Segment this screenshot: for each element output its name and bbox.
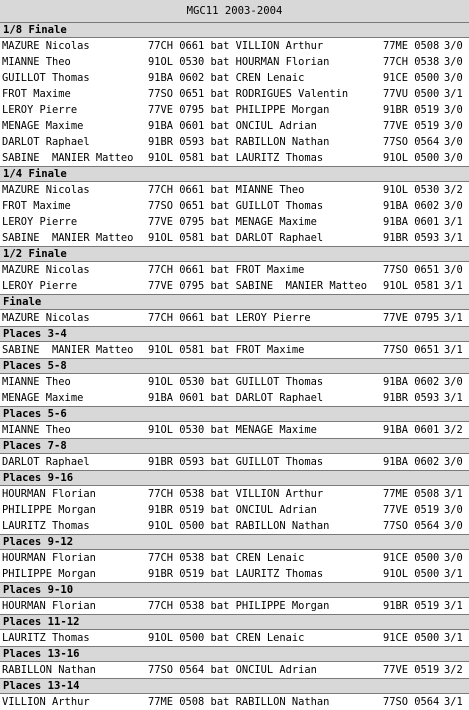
loser-code: 91BR 0593 (383, 392, 440, 404)
section-header (0, 614, 469, 630)
match-score: 3/0 (444, 72, 463, 84)
loser-code: 91BA 0601 (383, 424, 440, 436)
section-heading: Places 9-10 (3, 584, 74, 596)
section-header (0, 470, 469, 486)
match-row (0, 566, 469, 582)
loser-code: 77SO 0564 (383, 520, 440, 532)
section-heading: 1/4 Finale (3, 168, 67, 180)
section-heading: Places 13-16 (3, 648, 80, 660)
section-header (0, 358, 469, 374)
loser-code: 77VU 0500 (383, 88, 440, 100)
winner-name: DARLOT Raphael (2, 136, 90, 148)
match-row (0, 502, 469, 518)
section-header (0, 294, 469, 310)
section-header (0, 166, 469, 182)
section-header (0, 246, 469, 262)
winner-name: GUILLOT Thomas (2, 72, 90, 84)
match-row (0, 86, 469, 102)
match-detail: 77VE 0795 bat SABINE MANIER Matteo (148, 280, 367, 292)
match-detail: 91BA 0601 bat ONCIUL Adrian (148, 120, 317, 132)
loser-code: 77SO 0651 (383, 264, 440, 276)
section-heading: Places 7-8 (3, 440, 67, 452)
match-score: 3/0 (444, 200, 463, 212)
winner-name: SABINE MANIER Matteo (2, 232, 134, 244)
match-row (0, 150, 469, 166)
match-score: 3/2 (444, 664, 463, 676)
match-row (0, 198, 469, 214)
match-row (0, 518, 469, 534)
match-detail: 77CH 0661 bat VILLION Arthur (148, 40, 324, 52)
section-heading: Places 3-4 (3, 328, 67, 340)
match-row (0, 262, 469, 278)
match-detail: 91BR 0593 bat GUILLOT Thomas (148, 456, 324, 468)
loser-code: 91BA 0602 (383, 200, 440, 212)
winner-name: HOURMAN Florian (2, 488, 96, 500)
section-heading: Places 9-16 (3, 472, 74, 484)
winner-name: SABINE MANIER Matteo (2, 152, 134, 164)
match-detail: 91OL 0500 bat CREN Lenaic (148, 632, 305, 644)
loser-code: 77SO 0564 (383, 136, 440, 148)
section-heading: Places 9-12 (3, 536, 74, 548)
loser-code: 77VE 0519 (383, 120, 440, 132)
section-header (0, 22, 469, 38)
match-detail: 91OL 0581 bat DARLOT Raphael (148, 232, 324, 244)
match-score: 3/1 (444, 344, 463, 356)
match-score: 3/0 (444, 56, 463, 68)
loser-code: 77SO 0651 (383, 344, 440, 356)
match-detail: 77VE 0795 bat PHILIPPE Morgan (148, 104, 330, 116)
match-row (0, 662, 469, 678)
sheet-title (0, 0, 469, 23)
match-detail: 77VE 0795 bat MENAGE Maxime (148, 216, 317, 228)
match-detail: 91OL 0530 bat HOURMAN Florian (148, 56, 330, 68)
winner-name: MAZURE Nicolas (2, 264, 90, 276)
match-detail: 77CH 0661 bat LEROY Pierre (148, 312, 311, 324)
match-detail: 91BA 0602 bat CREN Lenaic (148, 72, 305, 84)
match-detail: 91BR 0519 bat ONCIUL Adrian (148, 504, 317, 516)
match-detail: 91BR 0519 bat LAURITZ Thomas (148, 568, 324, 580)
loser-code: 77SO 0564 (383, 696, 440, 708)
winner-name: VILLION Arthur (2, 696, 90, 708)
section-header (0, 646, 469, 662)
match-row (0, 278, 469, 294)
section-heading: Finale (3, 296, 42, 308)
loser-code: 91CE 0500 (383, 552, 440, 564)
match-score: 3/2 (444, 424, 463, 436)
match-detail: 91BA 0601 bat DARLOT Raphael (148, 392, 324, 404)
winner-name: MAZURE Nicolas (2, 312, 90, 324)
match-detail: 77ME 0508 bat RABILLON Nathan (148, 696, 330, 708)
match-detail: 77CH 0538 bat PHILIPPE Morgan (148, 600, 330, 612)
match-row (0, 118, 469, 134)
match-detail: 91OL 0500 bat RABILLON Nathan (148, 520, 330, 532)
loser-code: 91BA 0602 (383, 376, 440, 388)
match-row (0, 182, 469, 198)
match-score: 3/0 (444, 40, 463, 52)
match-row (0, 310, 469, 326)
winner-name: PHILIPPE Morgan (2, 504, 96, 516)
loser-code: 77ME 0508 (383, 40, 440, 52)
match-row (0, 486, 469, 502)
winner-name: FROT Maxime (2, 88, 71, 100)
match-score: 3/0 (444, 120, 463, 132)
match-row (0, 374, 469, 390)
loser-code: 91OL 0581 (383, 280, 440, 292)
match-row (0, 390, 469, 406)
match-row (0, 454, 469, 470)
loser-code: 77ME 0508 (383, 488, 440, 500)
section-heading: Places 5-8 (3, 360, 67, 372)
match-detail: 77CH 0661 bat FROT Maxime (148, 264, 305, 276)
winner-name: LEROY Pierre (2, 104, 78, 116)
match-score: 3/0 (444, 376, 463, 388)
match-row (0, 694, 469, 710)
match-row (0, 230, 469, 246)
winner-name: RABILLON Nathan (2, 664, 96, 676)
match-row (0, 54, 469, 70)
loser-code: 91BR 0593 (383, 232, 440, 244)
loser-code: 91CE 0500 (383, 632, 440, 644)
match-detail: 77CH 0538 bat CREN Lenaic (148, 552, 305, 564)
loser-code: 91OL 0530 (383, 184, 440, 196)
match-detail: 91OL 0581 bat LAURITZ Thomas (148, 152, 324, 164)
match-row (0, 342, 469, 358)
match-score: 3/0 (444, 456, 463, 468)
loser-code: 91BR 0519 (383, 600, 440, 612)
match-score: 3/1 (444, 488, 463, 500)
match-detail: 91OL 0530 bat GUILLOT Thomas (148, 376, 324, 388)
loser-code: 77CH 0538 (383, 56, 440, 68)
match-detail: 91BR 0593 bat RABILLON Nathan (148, 136, 330, 148)
match-score: 3/0 (444, 136, 463, 148)
loser-code: 91BA 0601 (383, 216, 440, 228)
winner-name: MAZURE Nicolas (2, 184, 90, 196)
section-heading: 1/8 Finale (3, 24, 67, 36)
match-row (0, 134, 469, 150)
match-score: 3/1 (444, 568, 463, 580)
match-score: 3/1 (444, 216, 463, 228)
match-score: 3/1 (444, 312, 463, 324)
match-detail: 77SO 0564 bat ONCIUL Adrian (148, 664, 317, 676)
match-score: 3/0 (444, 104, 463, 116)
match-detail: 77CH 0538 bat VILLION Arthur (148, 488, 324, 500)
match-row (0, 70, 469, 86)
section-heading: Places 11-12 (3, 616, 80, 628)
section-header (0, 406, 469, 422)
match-score: 3/1 (444, 88, 463, 100)
winner-name: DARLOT Raphael (2, 456, 90, 468)
match-detail: 77CH 0661 bat MIANNE Theo (148, 184, 305, 196)
loser-code: 77VE 0795 (383, 312, 440, 324)
winner-name: SABINE MANIER Matteo (2, 344, 134, 356)
match-score: 3/1 (444, 632, 463, 644)
match-row (0, 102, 469, 118)
winner-name: HOURMAN Florian (2, 552, 96, 564)
section-heading: 1/2 Finale (3, 248, 67, 260)
match-detail: 77SO 0651 bat RODRIGUES Valentin (148, 88, 349, 100)
winner-name: LAURITZ Thomas (2, 632, 90, 644)
match-row (0, 550, 469, 566)
match-detail: 91OL 0530 bat MENAGE Maxime (148, 424, 317, 436)
match-score: 3/1 (444, 280, 463, 292)
section-header (0, 326, 469, 342)
section-header (0, 534, 469, 550)
winner-name: FROT Maxime (2, 200, 71, 212)
loser-code: 91BR 0519 (383, 104, 440, 116)
winner-name: HOURMAN Florian (2, 600, 96, 612)
winner-name: MIANNE Theo (2, 376, 71, 388)
loser-code: 77VE 0519 (383, 504, 440, 516)
section-header (0, 438, 469, 454)
match-score: 3/2 (444, 184, 463, 196)
match-row (0, 422, 469, 438)
match-score: 3/1 (444, 600, 463, 612)
match-row (0, 598, 469, 614)
section-heading: Places 13-14 (3, 680, 80, 692)
match-score: 3/0 (444, 520, 463, 532)
match-score: 3/1 (444, 696, 463, 708)
title-text: MGC11 2003-2004 (186, 5, 283, 17)
winner-name: MAZURE Nicolas (2, 40, 90, 52)
match-row (0, 630, 469, 646)
match-score: 3/0 (444, 504, 463, 516)
winner-name: LEROY Pierre (2, 216, 78, 228)
match-score: 3/0 (444, 264, 463, 276)
loser-code: 91BA 0602 (383, 456, 440, 468)
match-score: 3/0 (444, 152, 463, 164)
match-detail: 91OL 0581 bat FROT Maxime (148, 344, 305, 356)
match-row (0, 38, 469, 54)
winner-name: LAURITZ Thomas (2, 520, 90, 532)
loser-code: 91OL 0500 (383, 568, 440, 580)
loser-code: 91OL 0500 (383, 152, 440, 164)
winner-name: LEROY Pierre (2, 280, 78, 292)
section-heading: Places 5-6 (3, 408, 67, 420)
section-header (0, 678, 469, 694)
match-row (0, 214, 469, 230)
loser-code: 77VE 0519 (383, 664, 440, 676)
match-score: 3/1 (444, 232, 463, 244)
winner-name: MENAGE Maxime (2, 120, 84, 132)
match-score: 3/0 (444, 552, 463, 564)
winner-name: MIANNE Theo (2, 56, 71, 68)
section-header (0, 582, 469, 598)
winner-name: PHILIPPE Morgan (2, 568, 96, 580)
match-detail: 77SO 0651 bat GUILLOT Thomas (148, 200, 324, 212)
winner-name: MIANNE Theo (2, 424, 71, 436)
loser-code: 91CE 0500 (383, 72, 440, 84)
winner-name: MENAGE Maxime (2, 392, 84, 404)
match-score: 3/1 (444, 392, 463, 404)
